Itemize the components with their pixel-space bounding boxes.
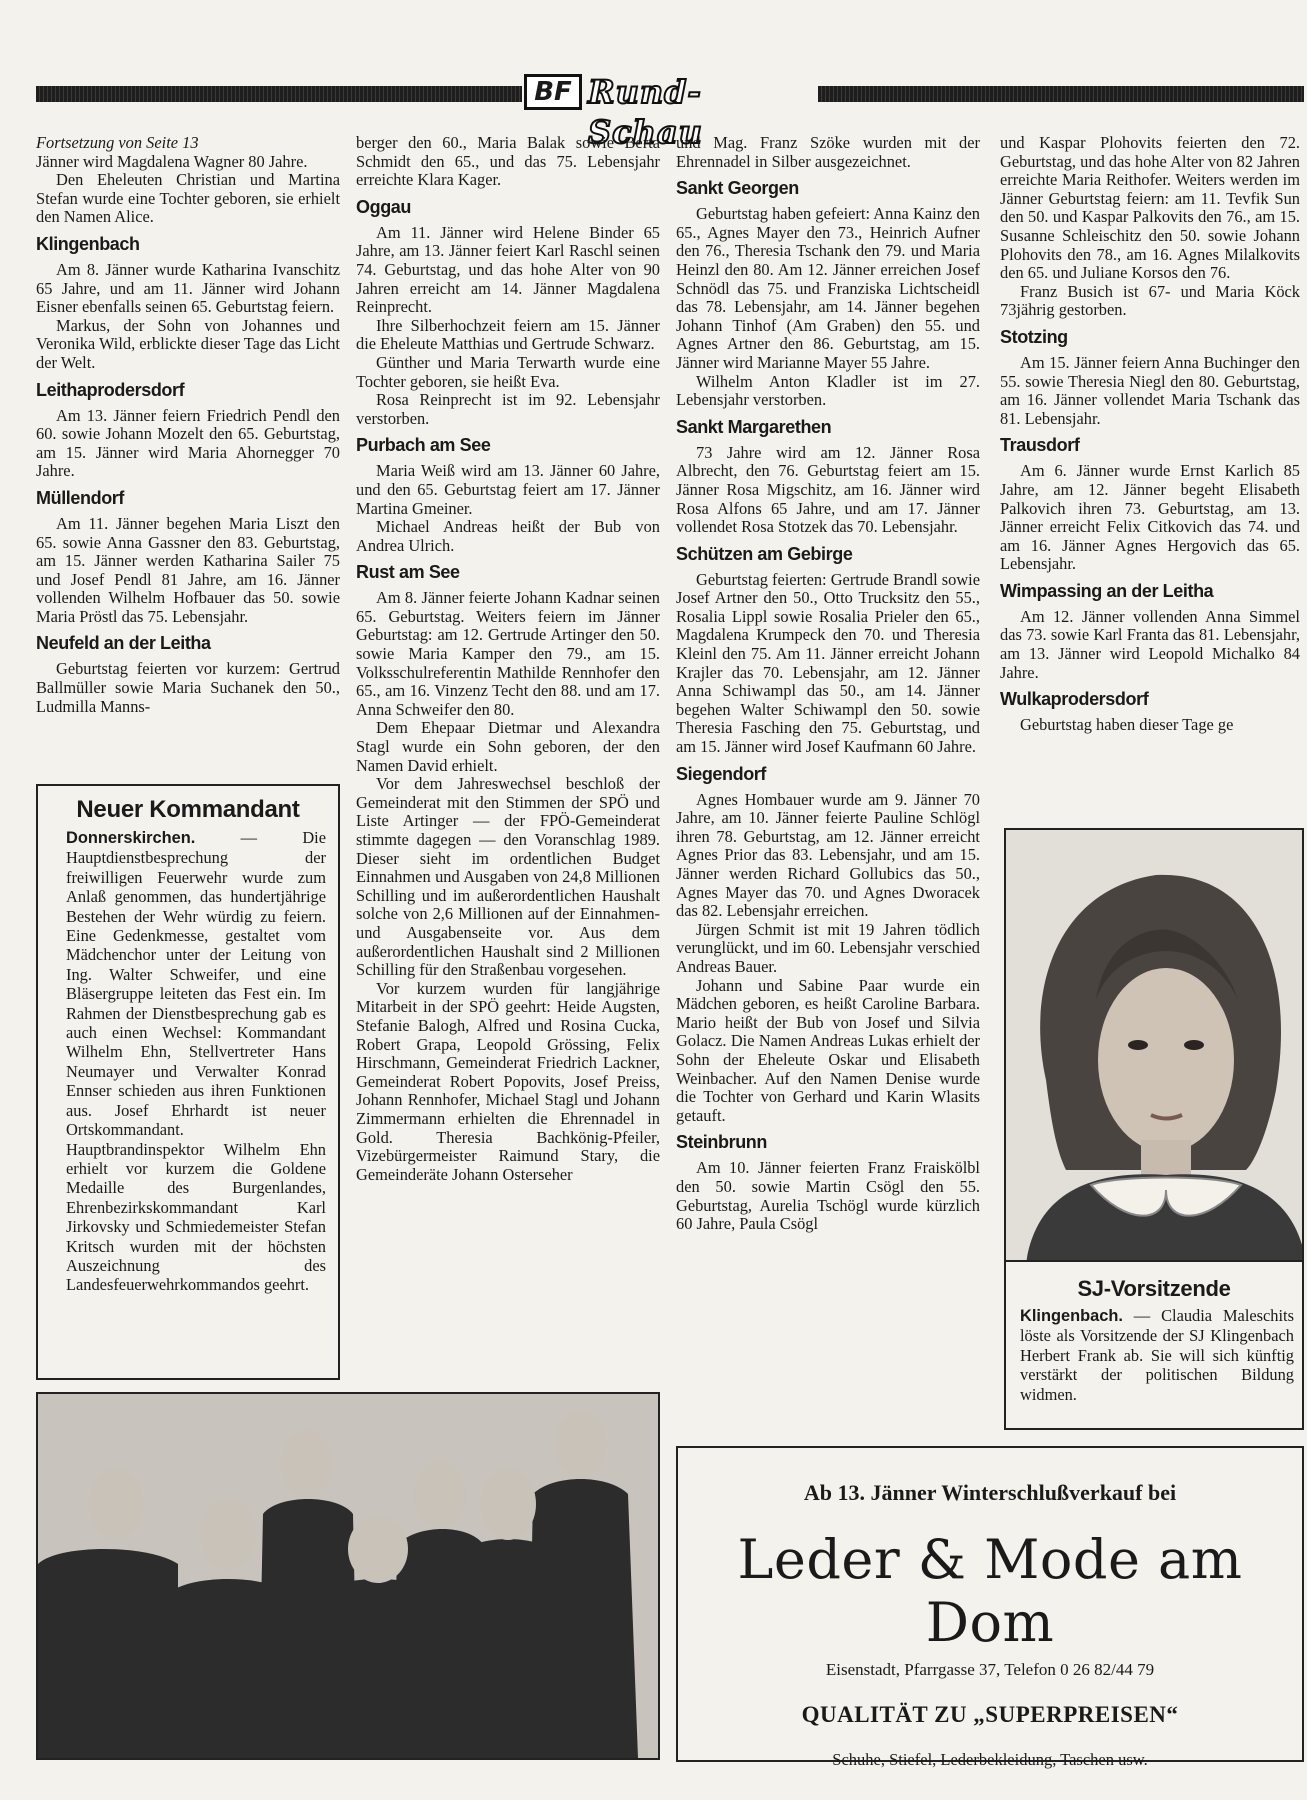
paragraph: Am 15. Jänner feiern Anna Buchinger den 55. sowie Theresia Niegl den 80. Geburtstag, am 16. Jänner vollendet Maria Tschank das 81. Lebensjahr. [1000, 352, 1300, 428]
kommandant-text [38, 828, 338, 1295]
column-4 [1000, 134, 1300, 735]
paragraph: Am 8. Jänner wurde Katharina Ivanschitz 65 Jahre, und am 11. Jänner wird Johann Eisner ebenfalls seinen 65. Geburtstag feiern. [36, 259, 340, 317]
column-3 [676, 134, 980, 1234]
heading-rust: Rust am See [356, 562, 460, 583]
paragraph: berger den 60., Maria Balak sowie Berta Schmidt den 65., und das 75. Lebensjahr erreichte Klara Kager. [356, 133, 660, 190]
portrait-illustration [1006, 830, 1304, 1262]
paragraph: Am 13. Jänner feiern Friedrich Pendl den 60. sowie Johann Mozelt den 65. Geburtstag, am 15. Jänner wird Maria Ahornegger 70 Jahre. [36, 405, 340, 481]
group-photo-illustration [38, 1394, 658, 1758]
heading-purbach: Purbach am See [356, 435, 491, 456]
paragraph: und Kaspar Plohovits feierten den 72. Geburtstag, und das hohe Alter von 82 Jahren erreichte Maria Reithofer. Weiters werden im Jänner Geburtstag feiern: am 11. Tevfik Sun den 50. und Kaspar Palkovits den 76., am 15. Susanne Schleischitz den 50. sowie Johann Plohovits den 78., am 16. Agnes Milalkovits den 65. und Juliane Korsos den 76. [1000, 133, 1300, 283]
ad-products: Schuhe, Stiefel, Lederbekleidung, Taschen usw. [832, 1750, 1148, 1769]
ad-headline: Ab 13. Jänner Winterschlußverkauf bei [803, 1480, 1177, 1505]
paragraph: Jänner wird Magdalena Wagner 80 Jahre. [36, 151, 308, 171]
paragraph: Geburtstag feierten: Gertrude Brandl sowie Josef Artner den 50., Otto Trucksitz den 55., Rosalia Lippl sowie Rosalia Prieler den 65., Magdalena Krumpeck den 70. und Theresia Kleinl den 75. Am 11. Jänner erreicht Johann Krajler das 70. Lebensjahr, am 12. Jänner Anna Schiwampl das 50., am 14. Jänner begehen Walter Schiwampl den 50. sowie Theresia Fasching den 75. Geburtstag, und am 15. Jänner wird Josef Kaufmann 60 Jahre. [676, 569, 981, 757]
heading-sankt-margarethen: Sankt Margarethen [676, 416, 832, 437]
group-photo [36, 1392, 660, 1760]
heading-schuetzen: Schützen am Gebirge [676, 543, 853, 564]
masthead-rule-right [818, 86, 1304, 102]
heading-leithaprodersdorf: Leithaprodersdorf [36, 379, 185, 400]
paragraph: und Mag. Franz Szöke wurden mit der Ehrennadel in Silber ausgezeichnet. [676, 133, 980, 171]
heading-oggau: Oggau [356, 196, 411, 217]
paragraph: Rosa Reinprecht ist im 92. Lebensjahr verstorben. [356, 390, 660, 428]
paragraph: Michael Andreas heißt der Bub von Andrea Ulrich. [356, 517, 660, 555]
kommandant-box [36, 784, 340, 1380]
sj-title: SJ-Vorsitzende [1077, 1276, 1231, 1301]
paragraph: Günther und Maria Terwarth wurde eine Tochter geboren, sie heißt Eva. [356, 352, 660, 391]
paragraph: Am 8. Jänner feierte Johann Kadnar seinen 65. Geburtstag. Weiters feiern im Jänner Geburtstag: am 12. Gertrude Artinger den 50. sowie Maria Kamper den 79., am 15. Volksschulreferentin Mathilde Rennhofer den 65., am 16. Vinzenz Techt den 88. und am 17. Anna Schweifer den 80. [356, 588, 660, 719]
heading-klingenbach: Klingenbach [36, 233, 140, 254]
kommandant-place: Donnerskirchen. [66, 829, 196, 847]
sj-text [1006, 1306, 1302, 1404]
paragraph: Markus, der Sohn von Johannes und Veronika Wild, erblickte dieser Tage das Licht der Welt. [36, 315, 340, 372]
masthead-rule-left [36, 86, 522, 102]
paragraph: Maria Weiß wird am 13. Jänner 60 Jahre, und den 65. Geburtstag feiert am 17. Jänner Martina Gmeiner. [356, 461, 660, 518]
paragraph: Agnes Hombauer wurde am 9. Jänner 70 Jahre, am 10. Jänner feierte Pauline Schlögl ihren 78. Geburtstag, am 12. Jänner erreicht Agnes Prior das 83. Lebensjahr, und am 15. Jänner werden Richard Gollubics das 50., Agnes Mayer das 70. und Agnes Dworacek das 82. Lebensjahr erreichen. [676, 789, 980, 921]
paragraph: Vor dem Jahreswechsel beschloß der Gemeinderat mit den Stimmen der SPÖ und Liste Artinger — der FPÖ-Gemeinderat stimmte dagegen — den Voranschlag 1989. Dieser sieht im ordentlichen Budget Einnahmen und Ausgaben von 24,8 Millionen Schilling und im außerordentlichen Haushalt solche von 2,6 Millionen auf der Einnahmen- und Ausgabenseite vor. Aus dem außerordentlichen Haushalt sind 2 Millionen Schilling für den Straßenbau vorgesehen. [356, 774, 660, 980]
heading-muellendorf: Müllendorf [36, 487, 124, 508]
heading-wulkaprodersdorf: Wulkaprodersdorf [1000, 689, 1149, 710]
paragraph: Am 12. Jänner vollenden Anna Simmel das 73. sowie Karl Franta das 81. Lebensjahr, am 13. Jänner wird Leopold Michalko 84 Jahre. [1000, 606, 1300, 682]
paragraph: Am 6. Jänner wurde Ernst Karlich 85 Jahre, am 12. Jänner begeht Elisabeth Palkovich ihren 73. Geburtstag, am 13. Jänner erreicht Felix Citkovich das 74. und am 16. Jänner Agnes Hergovich das 65. Lebensjahr. [1000, 461, 1300, 574]
masthead-title: Rund-Schau [588, 73, 703, 151]
paragraph: Vor kurzem wurden für langjährige Mitarbeit in der SPÖ geehrt: Heide Augsten, Stefanie Balogh, Alfred und Rosina Cucka, Robert Grapa, Leopold Grössing, Felix Hirschmann, Gemeinderat Friedrich Lackner, Gemeinderat Robert Popovits, Josef Preiss, Johann Rennhofer, Michael Stagl und Johann Zimmermann erhielten die Ehrennadel in Gold. Theresia Bachkönig-Pfeiler, Vizebürgermeister Raimund Stary, die Gemeinderäte Johann Osterseher [356, 978, 660, 1184]
paragraph: Geburtstag haben gefeiert: Anna Kainz den 65., Agnes Mayer den 73., Heinrich Aufner den 76., Theresia Tschank den 79. und Maria Heinzl den 80. Am 12. Jänner erreichen Josef Schnödl das 75. und Franziska Lichtscheidl das 78. Lebensjahr, am 14. Jänner begehen Johann Tinhof (Am Graben) den 55. und Agnes Artner den 86. Geburtstag, am 15. Jänner wird Marianne Mayer 55 Jahre. [676, 204, 980, 372]
kommandant-body: — Die Hauptdienstbesprechung der freiwilligen Feuerwehr wurde zum Anlaß genommen, das hundertjährige Bestehen der Wehr würdig zu feiern. Eine Gedenkmesse, gestaltet vom Mädchenchor unter der Leitung von Ing. Walter Schweifer, und eine Bläsergruppe leiteten das Fest ein. Im Rahmen der Dienstbesprechung gab es auch einen Wechsel: Kommandant Wilhelm Ehn, Stellvertreter Hans Neumayer und Verwalter Konrad Ennser schieden aus ihren Funktionen aus. Josef Ehrhardt ist neuer Ortskommandant. Hauptbrandinspektor Wilhelm Ehn erhielt vor kurzem die Goldene Medaille des Burgenlandes, Ehrenbezirkskommandant Karl Jirkovsky und Schmiedemeister Stefan Kritsch wurden mit der höchsten Auszeichnung des Landesfeuerwehrkommandos geehrt. [66, 828, 326, 1295]
masthead-logo: BF [524, 74, 582, 110]
ad-slogan: QUALITÄT ZU „SUPERPREISEN“ [801, 1702, 1179, 1727]
heading-siegendorf: Siegendorf [676, 763, 767, 784]
ad-address: Eisenstadt, Pfarrgasse 37, Telefon 0 26 82/44 79 [825, 1660, 1155, 1679]
column-1 [36, 134, 340, 716]
heading-steinbrunn: Steinbrunn [676, 1132, 767, 1153]
ad-brand: Leder & Mode am Dom [737, 1528, 1243, 1654]
paragraph: Am 11. Jänner begehen Maria Liszt den 65. sowie Anna Gassner den 83. Geburtstag, am 15. Jänner werden Katharina Sailer 75 und Josef Pendl 81 Jahre, am 16. Jänner vollenden Wilhelm Hofbauer das 50. sowie Maria Pröstl das 75. Lebensjahr. [36, 513, 340, 626]
paragraph: Den Eheleuten Christian und Martina Stefan wurde eine Tochter geboren, sie erhielt den Namen Alice. [36, 170, 340, 227]
paragraph: Am 11. Jänner wird Helene Binder 65 Jahre, am 13. Jänner feiert Karl Raschl seinen 74. Geburtstag, und das hohe Alter von 90 Jahren erreicht am 14. Jänner Magdalena Reinprecht. [356, 222, 660, 317]
column-2 [356, 134, 660, 1184]
paragraph: Am 10. Jänner feierten Franz Fraiskölbl den 50. sowie Martin Csögl den 55. Geburtstag, Aurelia Tschögl wurde kürzlich 60 Jahre, Paula Csögl [676, 1158, 980, 1234]
paragraph: Ihre Silberhochzeit feiern am 15. Jänner die Eheleute Matthias und Gertrude Schwarz. [356, 315, 660, 354]
paragraph: Johann und Sabine Paar wurde ein Mädchen geboren, es heißt Caroline Barbara. Mario heißt der Bub von Josef und Silvia Golacz. Die Namen Andreas Lukas erhielt der Sohn der Eheleute Oskar und Elisabeth Weinbacher. Auf den Namen Denise wurde die Tochter von Gerhard und Karin Wlasits getauft. [676, 975, 980, 1125]
continuation-note: Fortsetzung von Seite 13 [36, 133, 199, 152]
portrait-photo [1004, 828, 1304, 1262]
paragraph: Dem Ehepaar Dietmar und Alexandra Stagl wurde ein Sohn geboren, der den Namen David erhielt. [356, 718, 660, 775]
paragraph: Franz Busich ist 67- und Maria Köck 73jährig gestorben. [1000, 281, 1300, 320]
paragraph: Jürgen Schmit ist mit 19 Jahren tödlich verunglückt, und im 60. Lebensjahr verschied Andreas Bauer. [676, 919, 980, 976]
heading-neufeld: Neufeld an der Leitha [36, 633, 211, 654]
paragraph: Geburtstag feierten vor kurzem: Gertrud Ballmüller sowie Maria Suchanek den 50., Ludmilla Manns- [36, 659, 340, 716]
paragraph: 73 Jahre wird am 12. Jänner Rosa Albrecht, den 76. Geburtstag feiert am 15. Jänner Rosa Migschitz, am 16. Jänner wird Rosa Alfons 65 Jahre, und am 17. Jänner vollendet Rosa Stotzek das 70. Lebensjahr. [676, 442, 980, 537]
sj-place: Klingenbach. [1020, 1307, 1123, 1325]
heading-trausdorf: Trausdorf [1000, 435, 1080, 456]
sj-body: — Claudia Maleschits löste als Vorsitzende der SJ Klingenbach Herbert Frank ab. Sie will sich künftig verstärkt der politischen Bildung widmen. [1020, 1306, 1294, 1404]
kommandant-title: Neuer Kommandant [76, 796, 300, 823]
paragraph: Wilhelm Anton Kladler ist im 27. Lebensjahr verstorben. [676, 371, 980, 410]
sj-caption-box [1004, 1262, 1304, 1430]
heading-sankt-georgen: Sankt Georgen [676, 178, 799, 199]
paragraph: Geburtstag haben dieser Tage ge [1020, 715, 1234, 735]
heading-stotzing: Stotzing [1000, 326, 1068, 347]
heading-wimpassing: Wimpassing an der Leitha [1000, 580, 1214, 601]
advertisement [676, 1446, 1304, 1769]
